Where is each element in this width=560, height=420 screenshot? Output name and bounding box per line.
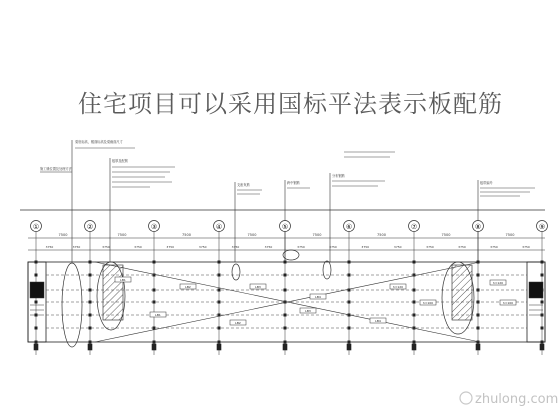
- slab-callout-label: LB1: [120, 278, 126, 282]
- slab-callout-label: LB4: [375, 319, 381, 323]
- sub-dimension-text: 3750: [490, 245, 498, 249]
- column-stub: [217, 344, 221, 350]
- column-node: [541, 341, 544, 344]
- axis-label: ③: [150, 223, 158, 231]
- column-node: [284, 261, 287, 264]
- slab-callout-label: LB2: [185, 285, 191, 289]
- column-node: [348, 261, 351, 264]
- column-node: [218, 261, 221, 264]
- sub-dimension-text: 3750: [166, 245, 175, 249]
- column-node: [153, 261, 156, 264]
- column-stub: [347, 344, 351, 350]
- axis-label: ⑥: [345, 223, 353, 231]
- dimension-text: 7500: [312, 233, 322, 237]
- column-node: [153, 341, 156, 344]
- sub-dimension-text: 3750: [134, 245, 142, 249]
- slab-callout: [420, 300, 436, 305]
- sub-dimension-text: 3750: [102, 245, 110, 249]
- dimension-text: 7500: [505, 233, 515, 237]
- dimension-text: 7500: [117, 233, 127, 237]
- column-node: [35, 261, 38, 264]
- slab-callout: [250, 284, 266, 289]
- note-midspan-rebar: 跨中钢筋: [287, 181, 300, 185]
- sub-dimension-text: 3750: [393, 245, 402, 249]
- slab-callout: [310, 294, 326, 299]
- axis-bubble: [214, 221, 225, 232]
- column-node: [35, 341, 38, 344]
- axis-bubble: [31, 221, 42, 232]
- column-node: [413, 341, 416, 344]
- axis-label: ④: [215, 223, 223, 231]
- column-node: [35, 327, 38, 330]
- column-node: [541, 327, 544, 330]
- column-node: [89, 341, 92, 344]
- sub-dimension-text: 3750: [361, 245, 370, 249]
- sub-dimension-text: 3750: [231, 245, 240, 249]
- axis-bubble: [409, 221, 420, 232]
- slab-callout: [300, 308, 316, 313]
- slab-callout: [150, 312, 166, 317]
- slab-callout-label: LB4: [315, 295, 321, 299]
- axis-bubble: [149, 221, 160, 232]
- column-node: [348, 341, 351, 344]
- axis-bubble: [473, 221, 484, 232]
- slab-callout: [180, 284, 196, 289]
- note-slab-strip: 板带编号: [480, 181, 493, 185]
- hatched-panel-left: [103, 265, 123, 320]
- column-node: [35, 301, 38, 304]
- column-stub: [476, 344, 480, 350]
- axis-label: ⑨: [538, 223, 546, 231]
- column-node: [541, 301, 544, 304]
- slab-callout-label: h=100: [422, 301, 434, 305]
- slab-callout-label: LB2: [235, 321, 241, 325]
- note-support-rebar: 支座负筋: [237, 183, 250, 187]
- slab-callout-label: h=120: [492, 281, 504, 285]
- dimension-text: 7500: [58, 233, 68, 237]
- sub-dimension-text: 3750: [458, 245, 466, 249]
- slab-callout-label: LB1: [155, 313, 161, 317]
- column-node: [541, 274, 544, 277]
- axis-bubble: [280, 221, 291, 232]
- column-stub: [88, 344, 92, 350]
- axis-bubble: [537, 221, 548, 232]
- axis-label: ⑧: [474, 223, 482, 231]
- slab-callout-label: h=120: [392, 285, 404, 289]
- slab-callout: [230, 320, 246, 325]
- axis-label: ⑤: [281, 223, 289, 231]
- column-node: [89, 261, 92, 264]
- note-slab-thickness: 板厚及配筋: [112, 159, 128, 163]
- slab-callout: [500, 300, 516, 305]
- sub-dimension-text: 3750: [45, 245, 54, 249]
- watermark: [460, 392, 558, 407]
- slab-callout-label: LB3: [305, 309, 311, 313]
- slab-callout-label: LB3: [255, 285, 261, 289]
- column-node: [541, 261, 544, 264]
- column-node: [284, 341, 287, 344]
- watermark-text: zhulong.com: [475, 392, 559, 407]
- column-stub: [152, 344, 156, 350]
- slab-callout: [490, 280, 506, 285]
- slab-callout: [370, 318, 386, 323]
- slab-callout-label: h=100: [502, 301, 514, 305]
- sub-dimension-text: 3750: [426, 245, 434, 249]
- sub-dimension-text: 3750: [198, 245, 207, 249]
- drawing-title: 住宅项目可以采用国标平法表示板配筋: [78, 90, 503, 118]
- sub-dimension-text: 3750: [297, 245, 305, 249]
- dimension-text: 7500: [247, 233, 257, 237]
- note-construction-joint: 施工缝位置及处理方法: [40, 167, 72, 171]
- axis-label: ②: [86, 223, 94, 231]
- column-node: [218, 341, 221, 344]
- column-node: [35, 274, 38, 277]
- sub-dimension-text: 3750: [264, 245, 273, 249]
- slab-callout: [390, 284, 406, 289]
- sub-dimension-text: 3750: [522, 245, 530, 249]
- note-beam-elevation: 梁底标高，楼面标高及梁截面尺寸: [75, 140, 123, 144]
- axis-label: ⑦: [410, 223, 418, 231]
- sub-dimension-text: 3750: [329, 245, 337, 249]
- column-stub: [540, 344, 544, 350]
- axis-bubble: [85, 221, 96, 232]
- hatched-panel-right: [452, 265, 472, 320]
- column-stub: [412, 344, 416, 350]
- slab-callout: [115, 277, 131, 282]
- dimension-text: 7500: [377, 233, 386, 237]
- axis-bubble: [344, 221, 355, 232]
- column-node: [413, 261, 416, 264]
- dimension-text: 7500: [441, 233, 451, 237]
- note-distribution-rebar: 分布钢筋: [332, 174, 345, 178]
- dimension-text: 7500: [182, 233, 191, 237]
- column-stub: [283, 344, 287, 350]
- axis-label: ①: [32, 223, 40, 231]
- column-stub: [34, 344, 38, 350]
- sub-dimension-text: 3750: [72, 245, 81, 249]
